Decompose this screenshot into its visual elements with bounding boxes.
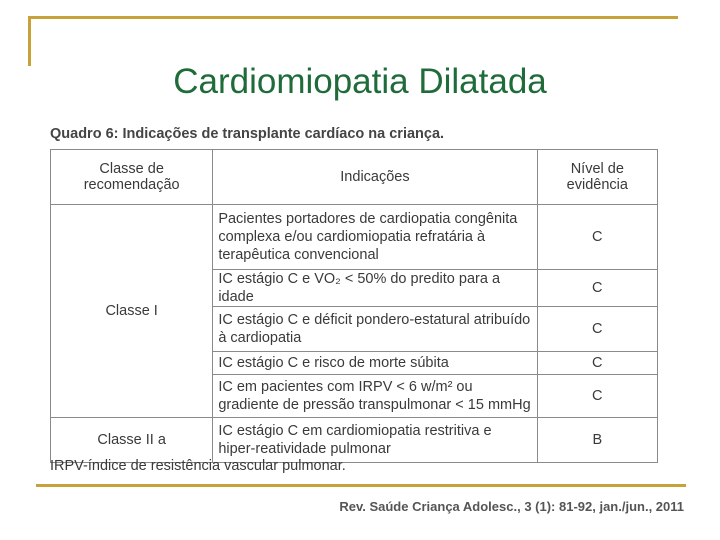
- slide-title: Cardiomiopatia Dilatada: [173, 62, 547, 101]
- level-cell: C: [537, 307, 657, 352]
- indication-cell: IC estágio C e VO₂ < 50% do predito para a idade: [213, 270, 537, 307]
- level-cell: C: [537, 352, 657, 375]
- header-indicacoes: Indicações: [213, 150, 537, 205]
- table-caption: Quadro 6: Indicações de transplante cardíaco na criança.: [50, 126, 445, 142]
- level-cell: C: [537, 205, 657, 270]
- table-row: [51, 205, 658, 270]
- table-header-row: [51, 150, 658, 205]
- header-classe: Classe de recomendação: [51, 150, 213, 205]
- indication-cell: IC em pacientes com IRPV < 6 w/m² ou gradiente de pressão transpulmonar < 15 mmHg: [213, 375, 537, 418]
- indication-cell: IC estágio C e déficit pondero-estatural atribuído à cardiopatia: [213, 307, 537, 352]
- class-cell: Classe I: [51, 205, 213, 418]
- indication-cell: IC estágio C em cardiomiopatia restritiva e hiper-reatividade pulmonar: [213, 418, 537, 463]
- indication-cell: Pacientes portadores de cardiopatia congênita complexa e/ou cardiomiopatia refratária à terapêutica convencional: [213, 205, 537, 270]
- level-cell: C: [537, 270, 657, 307]
- citation: Rev. Saúde Criança Adolesc., 3 (1): 81-92, jan./jun., 2011: [339, 499, 684, 514]
- table-footnote: IRPV-índice de resistência vascular pulmonar.: [50, 458, 346, 474]
- indications-table: [50, 149, 658, 463]
- header-nivel: Nível de evidência: [537, 150, 657, 205]
- level-cell: C: [537, 375, 657, 418]
- indication-cell: IC estágio C e risco de morte súbita: [213, 352, 537, 375]
- frame-top-line: [28, 16, 678, 19]
- table-row: [51, 418, 658, 463]
- class-cell: Classe II a: [51, 418, 213, 463]
- level-cell: B: [537, 418, 657, 463]
- frame-left-line: [28, 16, 31, 66]
- frame-bottom-line: [36, 484, 686, 487]
